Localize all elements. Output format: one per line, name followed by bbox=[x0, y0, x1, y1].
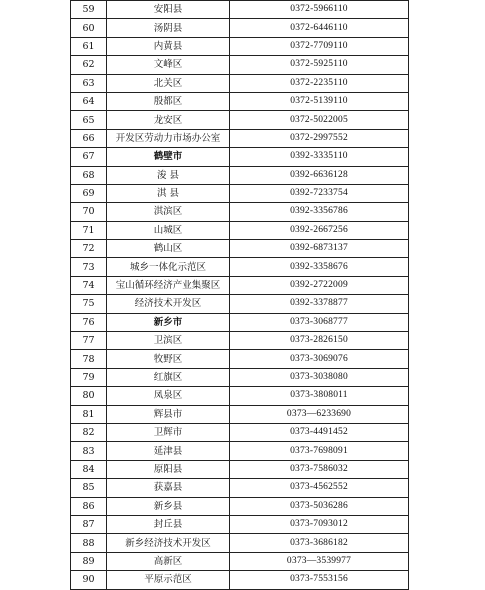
region-name: 牧野区 bbox=[107, 350, 230, 368]
region-name: 淇 县 bbox=[107, 184, 230, 202]
region-name: 红旗区 bbox=[107, 368, 230, 386]
row-number: 79 bbox=[71, 368, 107, 386]
row-number: 82 bbox=[71, 423, 107, 441]
row-number: 85 bbox=[71, 479, 107, 497]
phone-number: 0373-7093012 bbox=[230, 515, 409, 533]
row-number: 87 bbox=[71, 515, 107, 533]
phone-number: 0392-6873137 bbox=[230, 240, 409, 258]
table-row bbox=[71, 387, 409, 405]
phone-number: 0392-2667256 bbox=[230, 221, 409, 239]
phone-number: 0372-5022005 bbox=[230, 111, 409, 129]
phone-number: 0372-7709110 bbox=[230, 37, 409, 55]
region-name: 鹤山区 bbox=[107, 240, 230, 258]
table-row bbox=[71, 405, 409, 423]
phone-number: 0392-7233754 bbox=[230, 184, 409, 202]
table-row bbox=[71, 350, 409, 368]
region-name: 鹤壁市 bbox=[107, 148, 230, 166]
region-name: 文峰区 bbox=[107, 56, 230, 74]
table-row bbox=[71, 534, 409, 552]
region-name: 经济技术开发区 bbox=[107, 295, 230, 313]
region-name: 殷都区 bbox=[107, 92, 230, 110]
row-number: 62 bbox=[71, 56, 107, 74]
contact-table-page bbox=[70, 0, 409, 590]
table-row bbox=[71, 184, 409, 202]
phone-number: 0373-3686182 bbox=[230, 534, 409, 552]
table-row bbox=[71, 1, 409, 19]
phone-number: 0373-3038080 bbox=[230, 368, 409, 386]
phone-number: 0372-2235110 bbox=[230, 74, 409, 92]
phone-number: 0392-6636128 bbox=[230, 166, 409, 184]
table-row bbox=[71, 19, 409, 37]
table-row bbox=[71, 111, 409, 129]
phone-number: 0373-3068777 bbox=[230, 313, 409, 331]
region-name: 平原示范区 bbox=[107, 571, 230, 589]
table-row bbox=[71, 497, 409, 515]
phone-number: 0372-5925110 bbox=[230, 56, 409, 74]
row-number: 60 bbox=[71, 19, 107, 37]
row-number: 84 bbox=[71, 460, 107, 478]
row-number: 71 bbox=[71, 221, 107, 239]
table-row bbox=[71, 203, 409, 221]
row-number: 80 bbox=[71, 387, 107, 405]
row-number: 75 bbox=[71, 295, 107, 313]
phone-number: 0372-5966110 bbox=[230, 1, 409, 19]
region-name: 凤泉区 bbox=[107, 387, 230, 405]
phone-number: 0392-2722009 bbox=[230, 276, 409, 294]
region-name: 新乡经济技术开发区 bbox=[107, 534, 230, 552]
row-number: 78 bbox=[71, 350, 107, 368]
phone-number: 0373-7553156 bbox=[230, 571, 409, 589]
row-number: 73 bbox=[71, 258, 107, 276]
row-number: 61 bbox=[71, 37, 107, 55]
phone-number: 0392-3356786 bbox=[230, 203, 409, 221]
table-body bbox=[71, 1, 409, 590]
region-name: 山城区 bbox=[107, 221, 230, 239]
phone-number: 0373-4491452 bbox=[230, 423, 409, 441]
row-number: 86 bbox=[71, 497, 107, 515]
phone-number: 0373-2826150 bbox=[230, 332, 409, 350]
row-number: 68 bbox=[71, 166, 107, 184]
row-number: 63 bbox=[71, 74, 107, 92]
table-row bbox=[71, 479, 409, 497]
phone-number: 0373—6233690 bbox=[230, 405, 409, 423]
table-row bbox=[71, 221, 409, 239]
row-number: 65 bbox=[71, 111, 107, 129]
table-row bbox=[71, 166, 409, 184]
row-number: 70 bbox=[71, 203, 107, 221]
row-number: 88 bbox=[71, 534, 107, 552]
region-name: 汤阴县 bbox=[107, 19, 230, 37]
table-row bbox=[71, 276, 409, 294]
region-name: 内黄县 bbox=[107, 37, 230, 55]
phone-number: 0372-5139110 bbox=[230, 92, 409, 110]
region-name: 新乡县 bbox=[107, 497, 230, 515]
table-row bbox=[71, 552, 409, 570]
row-number: 59 bbox=[71, 1, 107, 19]
row-number: 74 bbox=[71, 276, 107, 294]
contact-table bbox=[70, 0, 409, 590]
table-row bbox=[71, 442, 409, 460]
region-name: 安阳县 bbox=[107, 1, 230, 19]
table-row bbox=[71, 460, 409, 478]
phone-number: 0373-7698091 bbox=[230, 442, 409, 460]
table-row bbox=[71, 92, 409, 110]
region-name: 卫辉市 bbox=[107, 423, 230, 441]
region-name: 延津县 bbox=[107, 442, 230, 460]
phone-number: 0392-3378877 bbox=[230, 295, 409, 313]
row-number: 90 bbox=[71, 571, 107, 589]
region-name: 开发区劳动力市场办公室 bbox=[107, 129, 230, 147]
row-number: 76 bbox=[71, 313, 107, 331]
table-row bbox=[71, 515, 409, 533]
row-number: 77 bbox=[71, 332, 107, 350]
region-name: 卫滨区 bbox=[107, 332, 230, 350]
phone-number: 0373-5036286 bbox=[230, 497, 409, 515]
region-name: 辉县市 bbox=[107, 405, 230, 423]
region-name: 获嘉县 bbox=[107, 479, 230, 497]
table-row bbox=[71, 571, 409, 589]
phone-number: 0392-3335110 bbox=[230, 148, 409, 166]
phone-number: 0373-3069076 bbox=[230, 350, 409, 368]
row-number: 66 bbox=[71, 129, 107, 147]
phone-number: 0373-7586032 bbox=[230, 460, 409, 478]
table-row bbox=[71, 368, 409, 386]
row-number: 69 bbox=[71, 184, 107, 202]
phone-number: 0372-2997552 bbox=[230, 129, 409, 147]
row-number: 89 bbox=[71, 552, 107, 570]
table-row bbox=[71, 240, 409, 258]
table-row bbox=[71, 56, 409, 74]
phone-number: 0373-3808011 bbox=[230, 387, 409, 405]
row-number: 64 bbox=[71, 92, 107, 110]
table-row bbox=[71, 332, 409, 350]
phone-number: 0373-4562552 bbox=[230, 479, 409, 497]
row-number: 83 bbox=[71, 442, 107, 460]
row-number: 67 bbox=[71, 148, 107, 166]
region-name: 原阳县 bbox=[107, 460, 230, 478]
region-name: 城乡一体化示范区 bbox=[107, 258, 230, 276]
region-name: 浚 县 bbox=[107, 166, 230, 184]
phone-number: 0372-6446110 bbox=[230, 19, 409, 37]
table-row bbox=[71, 423, 409, 441]
table-row bbox=[71, 313, 409, 331]
region-name: 龙安区 bbox=[107, 111, 230, 129]
table-row bbox=[71, 258, 409, 276]
table-row bbox=[71, 74, 409, 92]
region-name: 北关区 bbox=[107, 74, 230, 92]
region-name: 宝山循环经济产业集聚区 bbox=[107, 276, 230, 294]
phone-number: 0373—3539977 bbox=[230, 552, 409, 570]
table-row bbox=[71, 129, 409, 147]
region-name: 高新区 bbox=[107, 552, 230, 570]
region-name: 新乡市 bbox=[107, 313, 230, 331]
region-name: 封丘县 bbox=[107, 515, 230, 533]
region-name: 淇滨区 bbox=[107, 203, 230, 221]
table-row bbox=[71, 295, 409, 313]
table-row bbox=[71, 37, 409, 55]
row-number: 72 bbox=[71, 240, 107, 258]
phone-number: 0392-3358676 bbox=[230, 258, 409, 276]
table-row bbox=[71, 148, 409, 166]
row-number: 81 bbox=[71, 405, 107, 423]
